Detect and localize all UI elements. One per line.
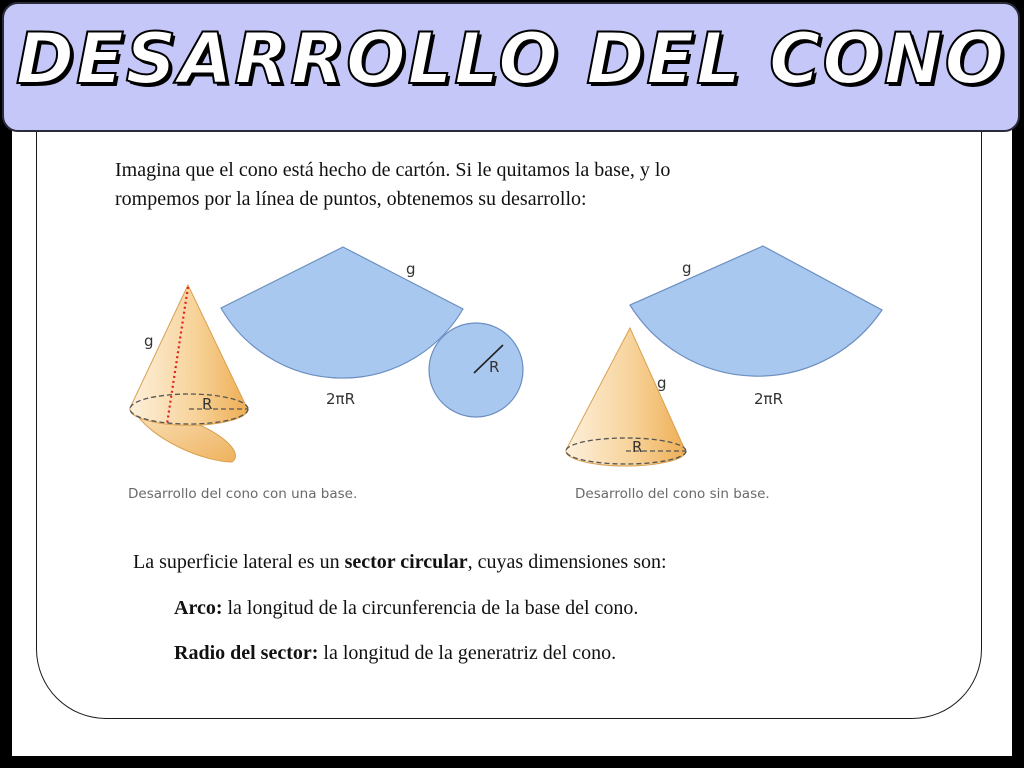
definition-radio (174, 642, 616, 665)
lateral-surface-sentence (133, 551, 667, 574)
definition-term: Arco: (174, 597, 223, 619)
label-arc-left: 2πR (326, 390, 355, 408)
label-g-left-cone: g (144, 332, 154, 350)
right-sector (630, 246, 882, 376)
definition-arco (174, 597, 638, 620)
intro-line-1: Imagina que el cono está hecho de cartón. Si le quitamos la base, y lo (115, 159, 671, 181)
label-R-left-cone: R (202, 395, 213, 413)
lateral-prefix: La superficie lateral es un (133, 551, 345, 573)
label-R-circle: R (489, 358, 500, 376)
label-g-left-sector: g (406, 260, 416, 278)
label-g-right-sector: g (682, 259, 692, 277)
label-arc-right: 2πR (754, 390, 783, 408)
definition-text: la longitud de la circunferencia de la base del cono. (222, 597, 639, 619)
right-cone-body (566, 328, 686, 466)
caption-right: Desarrollo del cono sin base. (575, 486, 770, 502)
lateral-bold: sector circular (344, 551, 468, 573)
label-R-right-cone: R (632, 438, 643, 456)
caption-left: Desarrollo del cono con una base. (128, 486, 358, 502)
definition-text: la longitud de la generatriz del cono. (318, 642, 617, 664)
banner-title: DESARROLLO DEL CONO (15, 18, 1007, 100)
lateral-suffix: , cuyas dimensiones son: (467, 551, 667, 573)
definition-term: Radio del sector: (174, 642, 319, 664)
left-sector (221, 247, 463, 378)
intro-line-2: rompemos por la línea de puntos, obtenemos su desarrollo: (115, 188, 587, 210)
label-g-right-cone: g (657, 374, 667, 392)
